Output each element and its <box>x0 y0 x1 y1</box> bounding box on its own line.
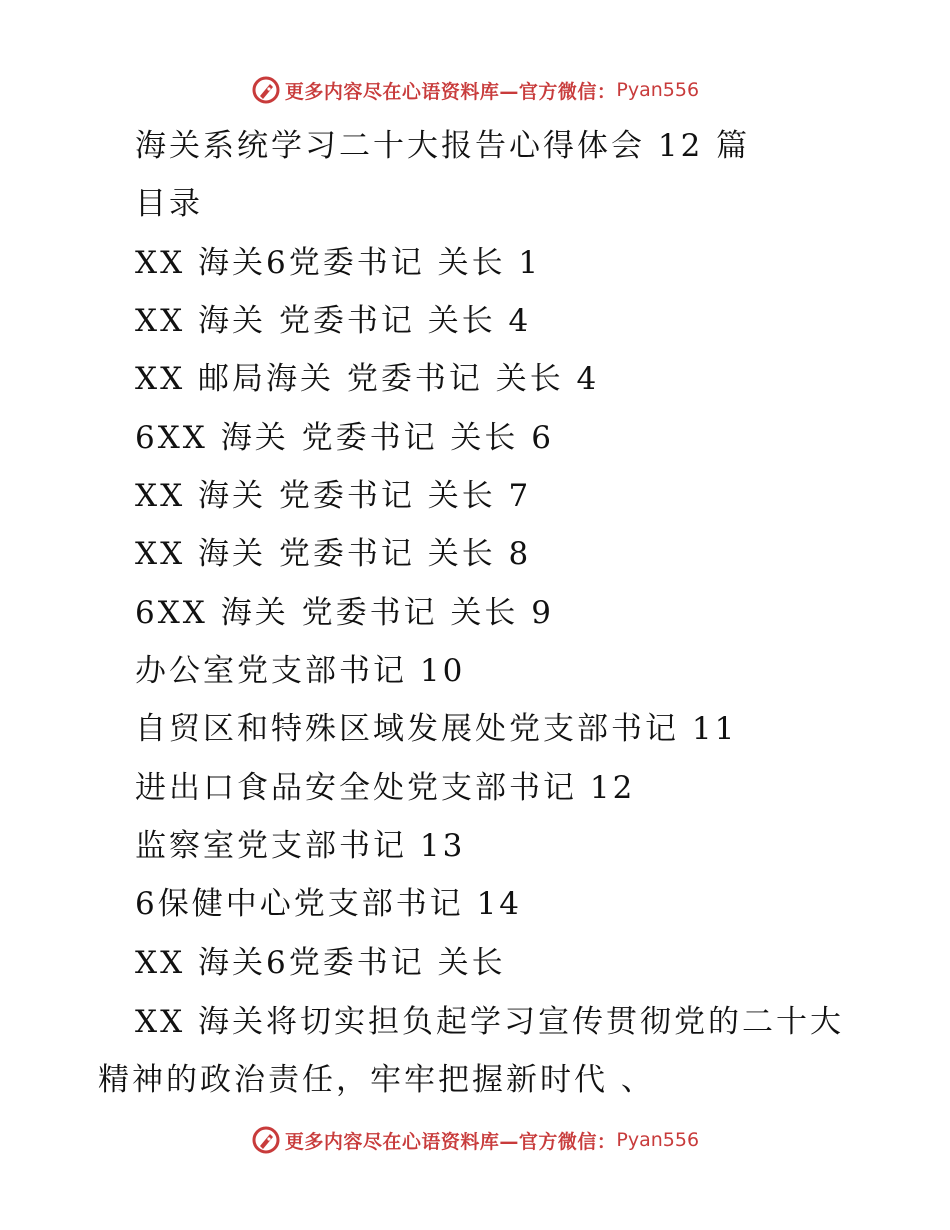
pen-nib-icon <box>251 75 281 105</box>
watermark-handle: Pyan556 <box>616 1129 700 1151</box>
document-title: 海关系统学习二十大报告心得体会 12 篇 <box>135 128 751 164</box>
section-heading: XX 海关6党委书记 关长 <box>135 945 506 981</box>
watermark-handle: Pyan556 <box>616 79 700 101</box>
watermark-text: 更多内容尽在心语资料库—官方微信： <box>284 80 617 103</box>
body-paragraph-line: 精神的政治责任，牢牢把握新时代 、 <box>98 1062 655 1098</box>
toc-item: XX 海关6党委书记 关长 1 <box>135 245 542 281</box>
watermark-text: 更多内容尽在心语资料库—官方微信： <box>284 1130 617 1153</box>
watermark-banner-top <box>0 70 950 110</box>
toc-item: XX 邮局海关 党委书记 关长 4 <box>135 361 600 397</box>
toc-heading: 目录 <box>135 186 203 222</box>
toc-item: 6XX 海关 党委书记 关长 9 <box>135 595 555 631</box>
toc-item: 办公室党支部书记 10 <box>135 653 466 689</box>
watermark-banner-bottom <box>0 1120 950 1160</box>
toc-item: XX 海关 党委书记 关长 4 <box>135 303 532 339</box>
toc-item: 6保健中心党支部书记 14 <box>135 886 523 922</box>
toc-item: 进出口食品安全处党支部书记 12 <box>135 770 636 806</box>
toc-item: XX 海关 党委书记 关长 7 <box>135 478 532 514</box>
toc-item: 监察室党支部书记 13 <box>135 828 466 864</box>
body-paragraph-line: XX 海关将切实担负起学习宣传贯彻党的二十大 <box>135 1004 844 1040</box>
toc-item: XX 海关 党委书记 关长 8 <box>135 536 532 572</box>
pen-nib-icon <box>251 1125 281 1155</box>
toc-item: 6XX 海关 党委书记 关长 6 <box>135 420 555 456</box>
toc-item: 自贸区和特殊区域发展处党支部书记 11 <box>135 711 738 747</box>
